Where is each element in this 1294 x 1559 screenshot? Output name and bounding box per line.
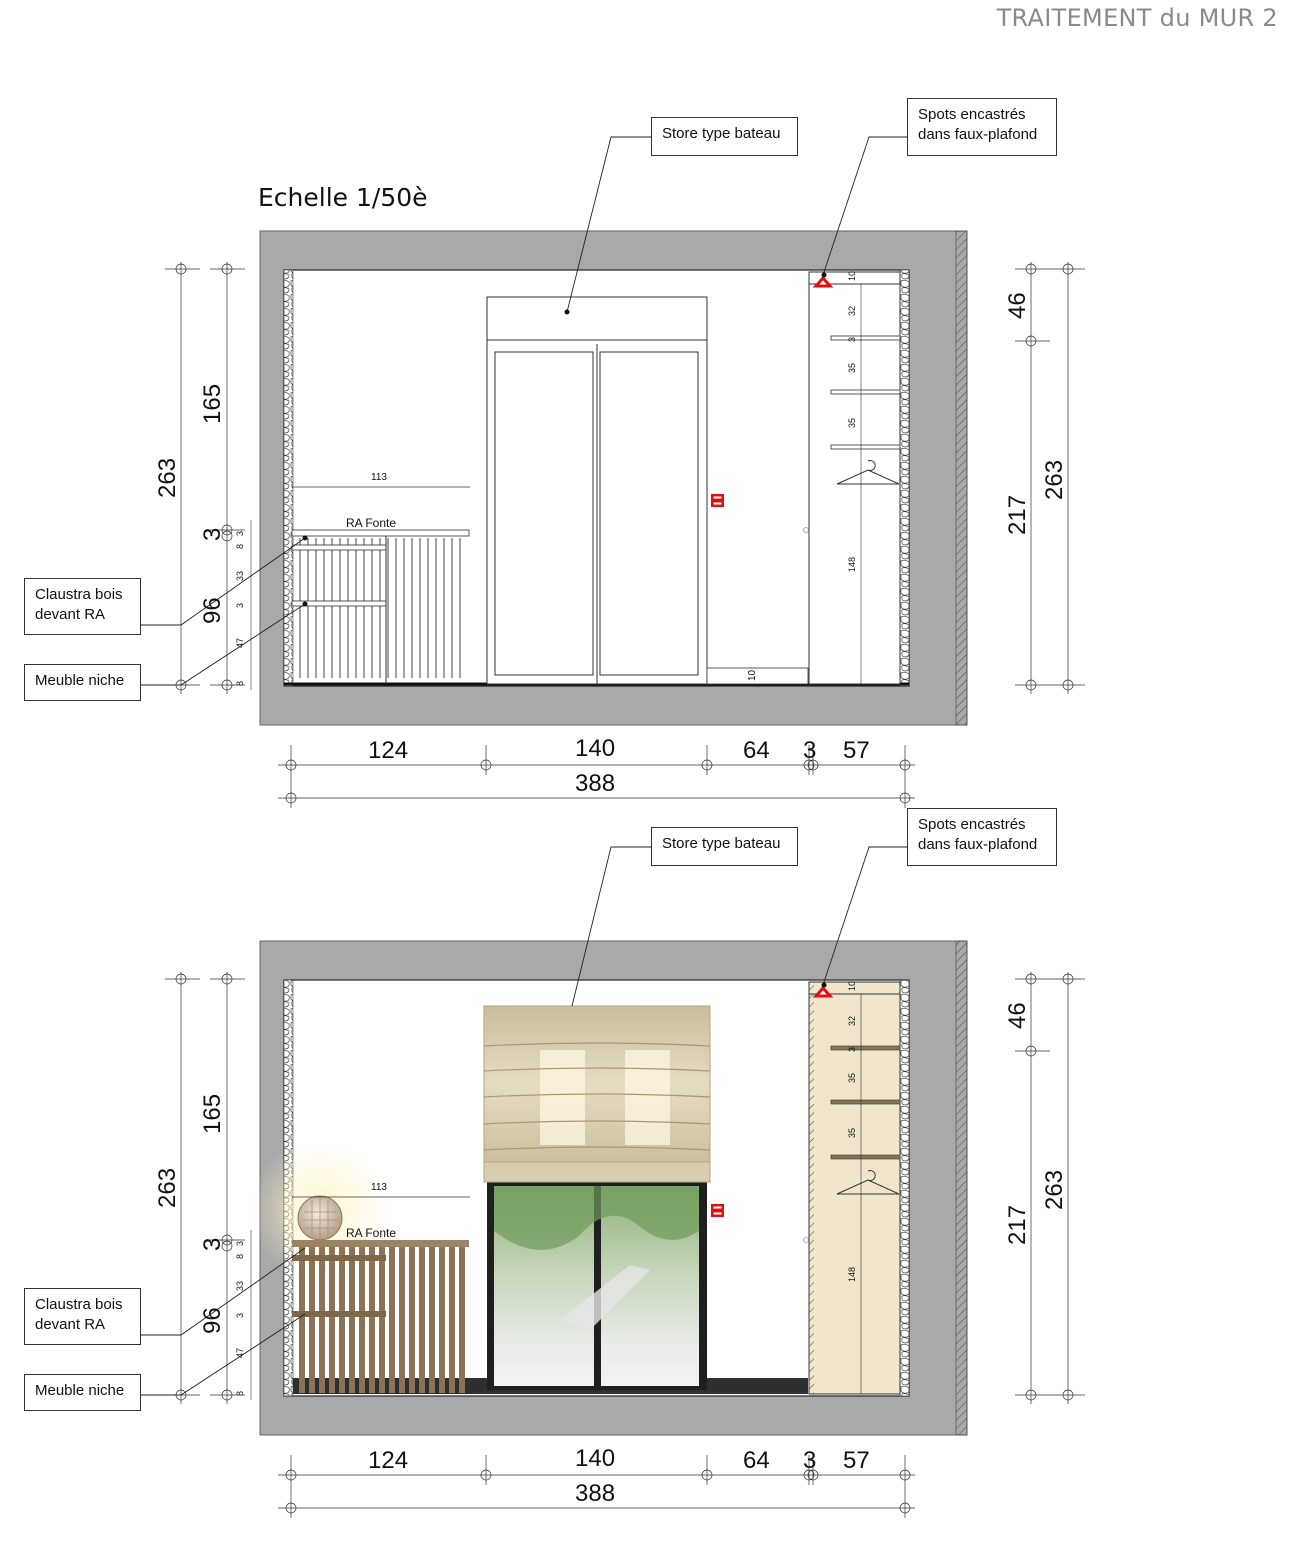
dim-96: 96 [199, 1307, 226, 1334]
dim-64: 64 [743, 737, 770, 764]
callout-meuble-text: Meuble niche [35, 672, 125, 689]
shelf-dim: 32 [847, 305, 857, 316]
svg-text:33: 33 [235, 1280, 245, 1291]
claustra-rail-top [292, 545, 386, 550]
stone-wall-right [900, 270, 909, 686]
radiator-top [292, 530, 469, 536]
svg-text:3: 3 [235, 530, 245, 536]
shelf-dim: 148 [847, 1266, 857, 1282]
dim-140: 140 [575, 735, 616, 762]
callout-spots-line2: dans faux-plafond [918, 836, 1038, 853]
shelf-dim: 35 [847, 417, 857, 428]
shelf-dim: 148 [847, 556, 857, 572]
dim-3-bottom: 3 [803, 737, 817, 764]
elevation-top [141, 137, 1085, 808]
dim-388: 388 [575, 1480, 616, 1507]
wardrobe-hinge [804, 528, 809, 533]
dim-3-left: 3 [199, 1237, 226, 1251]
shelf-dim: 35 [847, 1072, 857, 1083]
svg-text:3: 3 [235, 1240, 245, 1246]
dim-263-right: 263 [1041, 1169, 1068, 1210]
page-title: TRAITEMENT du MUR 2 [996, 4, 1278, 32]
dim-217: 217 [1004, 494, 1031, 535]
shelf [831, 1155, 900, 1159]
callout-store-text: Store type bateau [662, 125, 781, 142]
electric-outlet-icon [711, 494, 724, 507]
dim-46: 46 [1004, 1002, 1031, 1029]
svg-text:3: 3 [235, 602, 245, 608]
callout-claustra-line2: devant RA [35, 1316, 106, 1333]
svg-text:8: 8 [235, 543, 245, 549]
svg-text:8: 8 [235, 680, 245, 686]
shelf-dim: 35 [847, 1127, 857, 1138]
shelf [831, 1046, 900, 1050]
ceiling-lamp-icon [298, 1196, 342, 1240]
shelf-dim: 32 [847, 1015, 857, 1026]
dim-388: 388 [575, 770, 616, 797]
callout-spots-line1: Spots encastrés [918, 816, 1026, 833]
radiator-columns [300, 538, 460, 678]
shelf-dim: 35 [847, 362, 857, 373]
svg-text:47: 47 [235, 637, 245, 648]
svg-text:47: 47 [235, 1347, 245, 1358]
shelf [831, 336, 900, 340]
wardrobe [809, 271, 900, 684]
stone-wall-left [284, 270, 293, 686]
dim-113-label: 113 [371, 1182, 387, 1193]
dim-124: 124 [368, 737, 409, 764]
ra-fonte-label: RA Fonte [346, 516, 397, 530]
wardrobe-hinge [804, 1238, 809, 1243]
dim-217: 217 [1004, 1204, 1031, 1245]
radiator-dims [235, 520, 251, 690]
shelf [831, 390, 900, 394]
wardrobe [809, 981, 900, 1394]
callout-store-text: Store type bateau [662, 835, 781, 852]
scale-label: Echelle 1/50è [258, 183, 428, 212]
dim-263-right: 263 [1041, 459, 1068, 500]
dim-165: 165 [199, 1093, 226, 1134]
svg-text:33: 33 [235, 570, 245, 581]
dim-113-label: 113 [371, 472, 387, 483]
radiator-dims [235, 1230, 251, 1400]
callout-claustra-line1: Claustra bois [35, 1296, 123, 1313]
callout-meuble-text: Meuble niche [35, 1382, 125, 1399]
callout-claustra-line1: Claustra bois [35, 586, 123, 603]
dim-263-left: 263 [154, 1167, 181, 1208]
shelf [831, 1100, 900, 1104]
shelf [831, 445, 900, 449]
blind-box [487, 297, 707, 340]
dim-140: 140 [575, 1445, 616, 1472]
dim-64: 64 [743, 1447, 770, 1474]
stone-wall-right [900, 980, 909, 1396]
dim-3-bottom: 3 [803, 1447, 817, 1474]
callout-claustra-line2: devant RA [35, 606, 106, 623]
elevation-bottom [141, 847, 1085, 1518]
roman-blind [484, 1006, 710, 1182]
kick-plate-dim: 10 [747, 669, 758, 681]
hatched-edge [956, 231, 967, 725]
svg-text:8: 8 [235, 1390, 245, 1396]
callout-spots-line2: dans faux-plafond [918, 126, 1038, 143]
dim-263-left: 263 [154, 457, 181, 498]
svg-text:8: 8 [235, 1253, 245, 1259]
dim-124: 124 [368, 1447, 409, 1474]
shelf-dim: 10 [847, 980, 857, 991]
dim-46: 46 [1004, 292, 1031, 319]
dim-57: 57 [843, 1447, 870, 1474]
svg-text:3: 3 [235, 1312, 245, 1318]
callout-spots-line1: Spots encastrés [918, 106, 1026, 123]
electric-outlet-icon [711, 1204, 724, 1217]
hatched-edge [956, 941, 967, 1435]
dim-165: 165 [199, 383, 226, 424]
dim-3-left: 3 [199, 527, 226, 541]
shelf-dim: 3 [847, 1046, 857, 1052]
shelf-dim: 3 [847, 336, 857, 342]
shelf-dim: 10 [847, 270, 857, 281]
dim-57: 57 [843, 737, 870, 764]
ra-fonte-label: RA Fonte [346, 1226, 397, 1240]
dim-96: 96 [199, 597, 226, 624]
